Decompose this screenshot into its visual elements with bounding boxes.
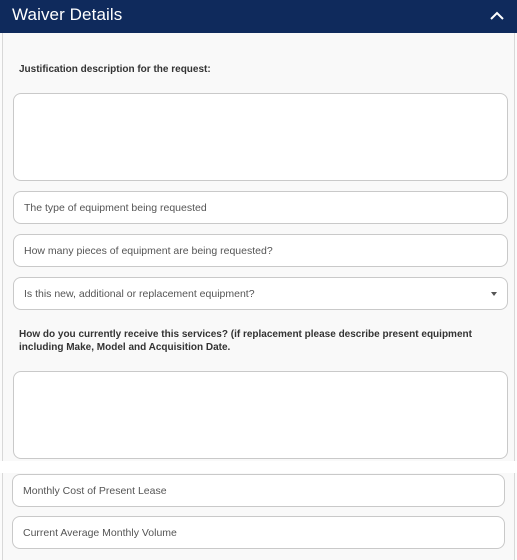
equipment-kind-select-value: Is this new, additional or replacement equipment? — [24, 287, 255, 300]
justification-label: Justification description for the request: — [19, 64, 211, 75]
dropdown-caret-icon — [491, 292, 497, 296]
equipment-type-input[interactable] — [13, 191, 508, 224]
current-service-label: How do you currently receive this services? (if replacement please describe present equipment including Make, Model and Acquisition Date. — [19, 329, 472, 353]
equipment-count-placeholder: How many pieces of equipment are being requested? — [24, 244, 273, 257]
chevron-up-icon[interactable] — [489, 8, 505, 24]
equipment-count-input[interactable] — [13, 234, 508, 267]
monthly-volume-input[interactable] — [12, 516, 505, 549]
section-separator — [0, 461, 517, 473]
monthly-cost-placeholder: Monthly Cost of Present Lease — [23, 484, 167, 497]
panel-title: Waiver Details — [12, 5, 123, 24]
justification-textarea[interactable] — [13, 93, 508, 181]
monthly-cost-input[interactable] — [12, 474, 505, 507]
current-service-textarea[interactable] — [13, 371, 508, 459]
equipment-type-placeholder: The type of equipment being requested — [24, 201, 207, 214]
equipment-kind-select[interactable] — [13, 277, 508, 310]
panel-header[interactable] — [0, 0, 517, 33]
monthly-volume-placeholder: Current Average Monthly Volume — [23, 526, 177, 539]
